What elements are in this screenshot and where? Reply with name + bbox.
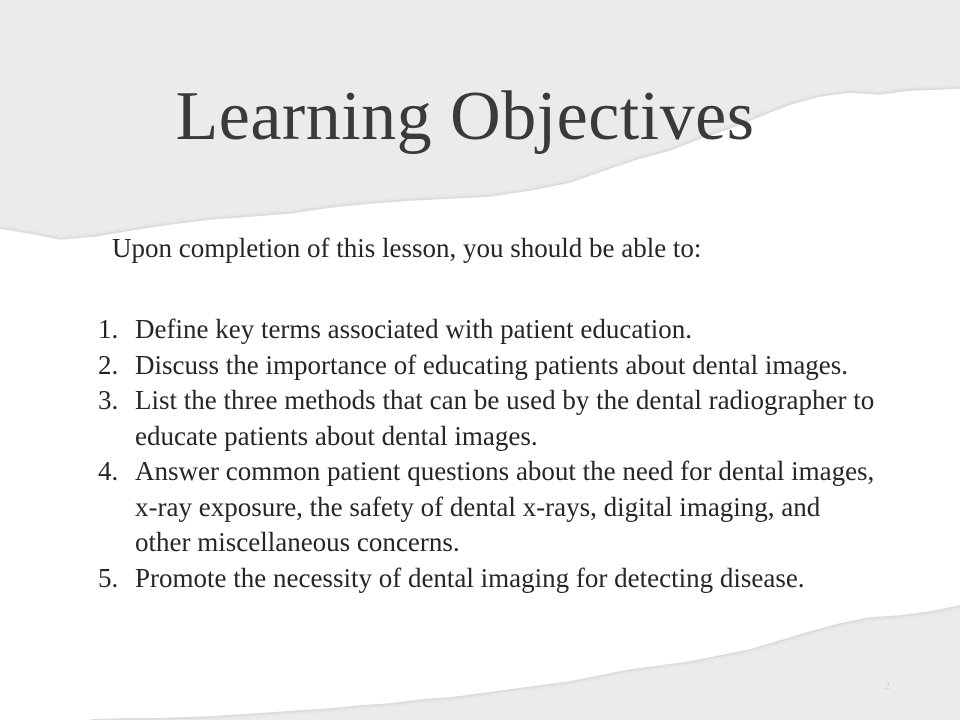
objectives-list (98, 312, 878, 596)
page-number: 2 (884, 680, 890, 692)
objective-text: Define key terms associated with patient education. (135, 314, 693, 344)
objective-item (98, 561, 878, 597)
slide-title: Learning Objectives (175, 78, 755, 155)
objective-number: 2. (98, 349, 119, 380)
objective-item (98, 348, 878, 384)
objective-item (98, 454, 878, 561)
objective-text: Promote the necessity of dental imaging for detecting disease. (135, 562, 805, 593)
objective-text: List the three methods that can be used by the dental radiographer to educate patients about dental images. (135, 385, 875, 451)
objective-item (98, 383, 878, 454)
objective-number: 4. (98, 456, 119, 486)
objective-text: Discuss the importance of educating patients about dental images. (135, 349, 849, 380)
objective-text: Answer common patient questions about the need for dental images, x-ray exposure, the safety of dental x-rays, digital imaging, and other miscellaneous concerns. (135, 456, 875, 557)
intro-text: Upon completion of this lesson, you should be able to: (112, 233, 702, 263)
objective-number: 1. (98, 314, 119, 344)
objective-number: 3. (98, 385, 119, 415)
objective-item (98, 312, 878, 348)
objective-number: 5. (98, 562, 119, 593)
